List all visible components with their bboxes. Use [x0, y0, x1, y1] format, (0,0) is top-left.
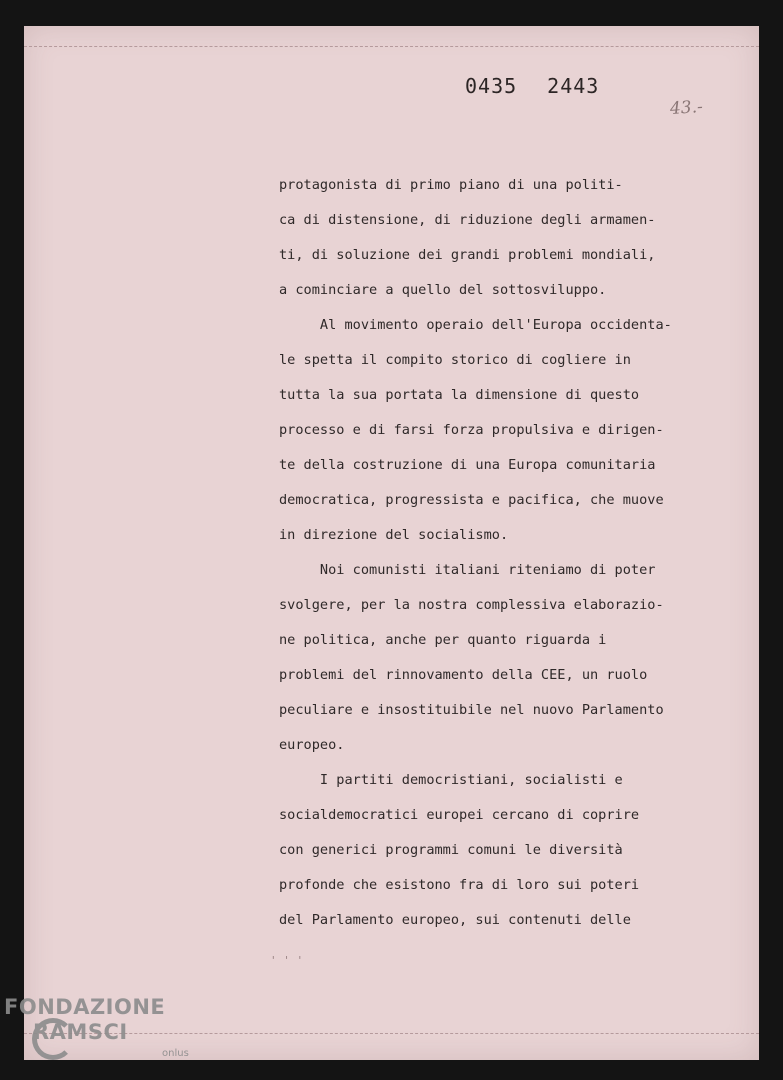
text-line: a cominciare a quello del sottosviluppo. — [279, 282, 607, 298]
text-line: processo e di farsi forza propulsiva e dirigen- — [279, 422, 664, 438]
text-line: svolgere, per la nostra complessiva elaborazio- — [279, 597, 664, 613]
text-line: in direzione del socialismo. — [279, 527, 509, 543]
watermark-line1: FONDAZIONE — [4, 995, 166, 1019]
text-line: ne politica, anche per quanto riguarda i — [279, 632, 607, 648]
text-line: europeo. — [279, 737, 345, 753]
text-line: problemi del rinnovamento della CEE, un ruolo — [279, 667, 648, 683]
text-line: te della costruzione di una Europa comunitaria — [279, 457, 656, 473]
text-line: tutta la sua portata la dimensione di questo — [279, 387, 640, 403]
handwritten-page-note: 43.- — [669, 96, 704, 120]
text-line: del Parlamento europeo, sui contenuti delle — [279, 912, 631, 928]
text-line: protagonista di primo piano di una politi- — [279, 177, 623, 193]
text-line: ti, di soluzione dei grandi problemi mondiali, — [279, 247, 656, 263]
stray-ink-mark: ' ' ' — [270, 954, 304, 967]
text-line: peculiare e insostituibile nel nuovo Parlamento — [279, 702, 664, 718]
watermark-suffix: onlus — [162, 1048, 189, 1059]
text-line: ca di distensione, di riduzione degli armamen- — [279, 212, 656, 228]
text-line: socialdemocratici europei cercano di coprire — [279, 807, 640, 823]
reference-number-left: 0435 — [465, 74, 518, 98]
text-line: le spetta il compito storico di cogliere in — [279, 352, 631, 368]
perforation-top — [24, 46, 759, 47]
text-line: con generici programmi comuni le diversità — [279, 842, 623, 858]
watermark-line2: RAMSCI — [33, 1020, 128, 1044]
text-line: I partiti democristiani, socialisti e — [279, 772, 623, 788]
reference-number — [465, 74, 599, 98]
typed-text-body — [279, 172, 749, 942]
reference-number-right: 2443 — [547, 74, 600, 98]
text-line: Al movimento operaio dell'Europa occidenta- — [279, 317, 672, 333]
text-line: Noi comunisti italiani riteniamo di poter — [279, 562, 656, 578]
text-line: profonde che esistono fra di loro sui poteri — [279, 877, 640, 893]
g-swoosh-icon — [32, 1018, 74, 1060]
document-page — [24, 26, 759, 1060]
fondazione-gramsci-watermark — [4, 994, 189, 1059]
text-line: democratica, progressista e pacifica, che muove — [279, 492, 664, 508]
